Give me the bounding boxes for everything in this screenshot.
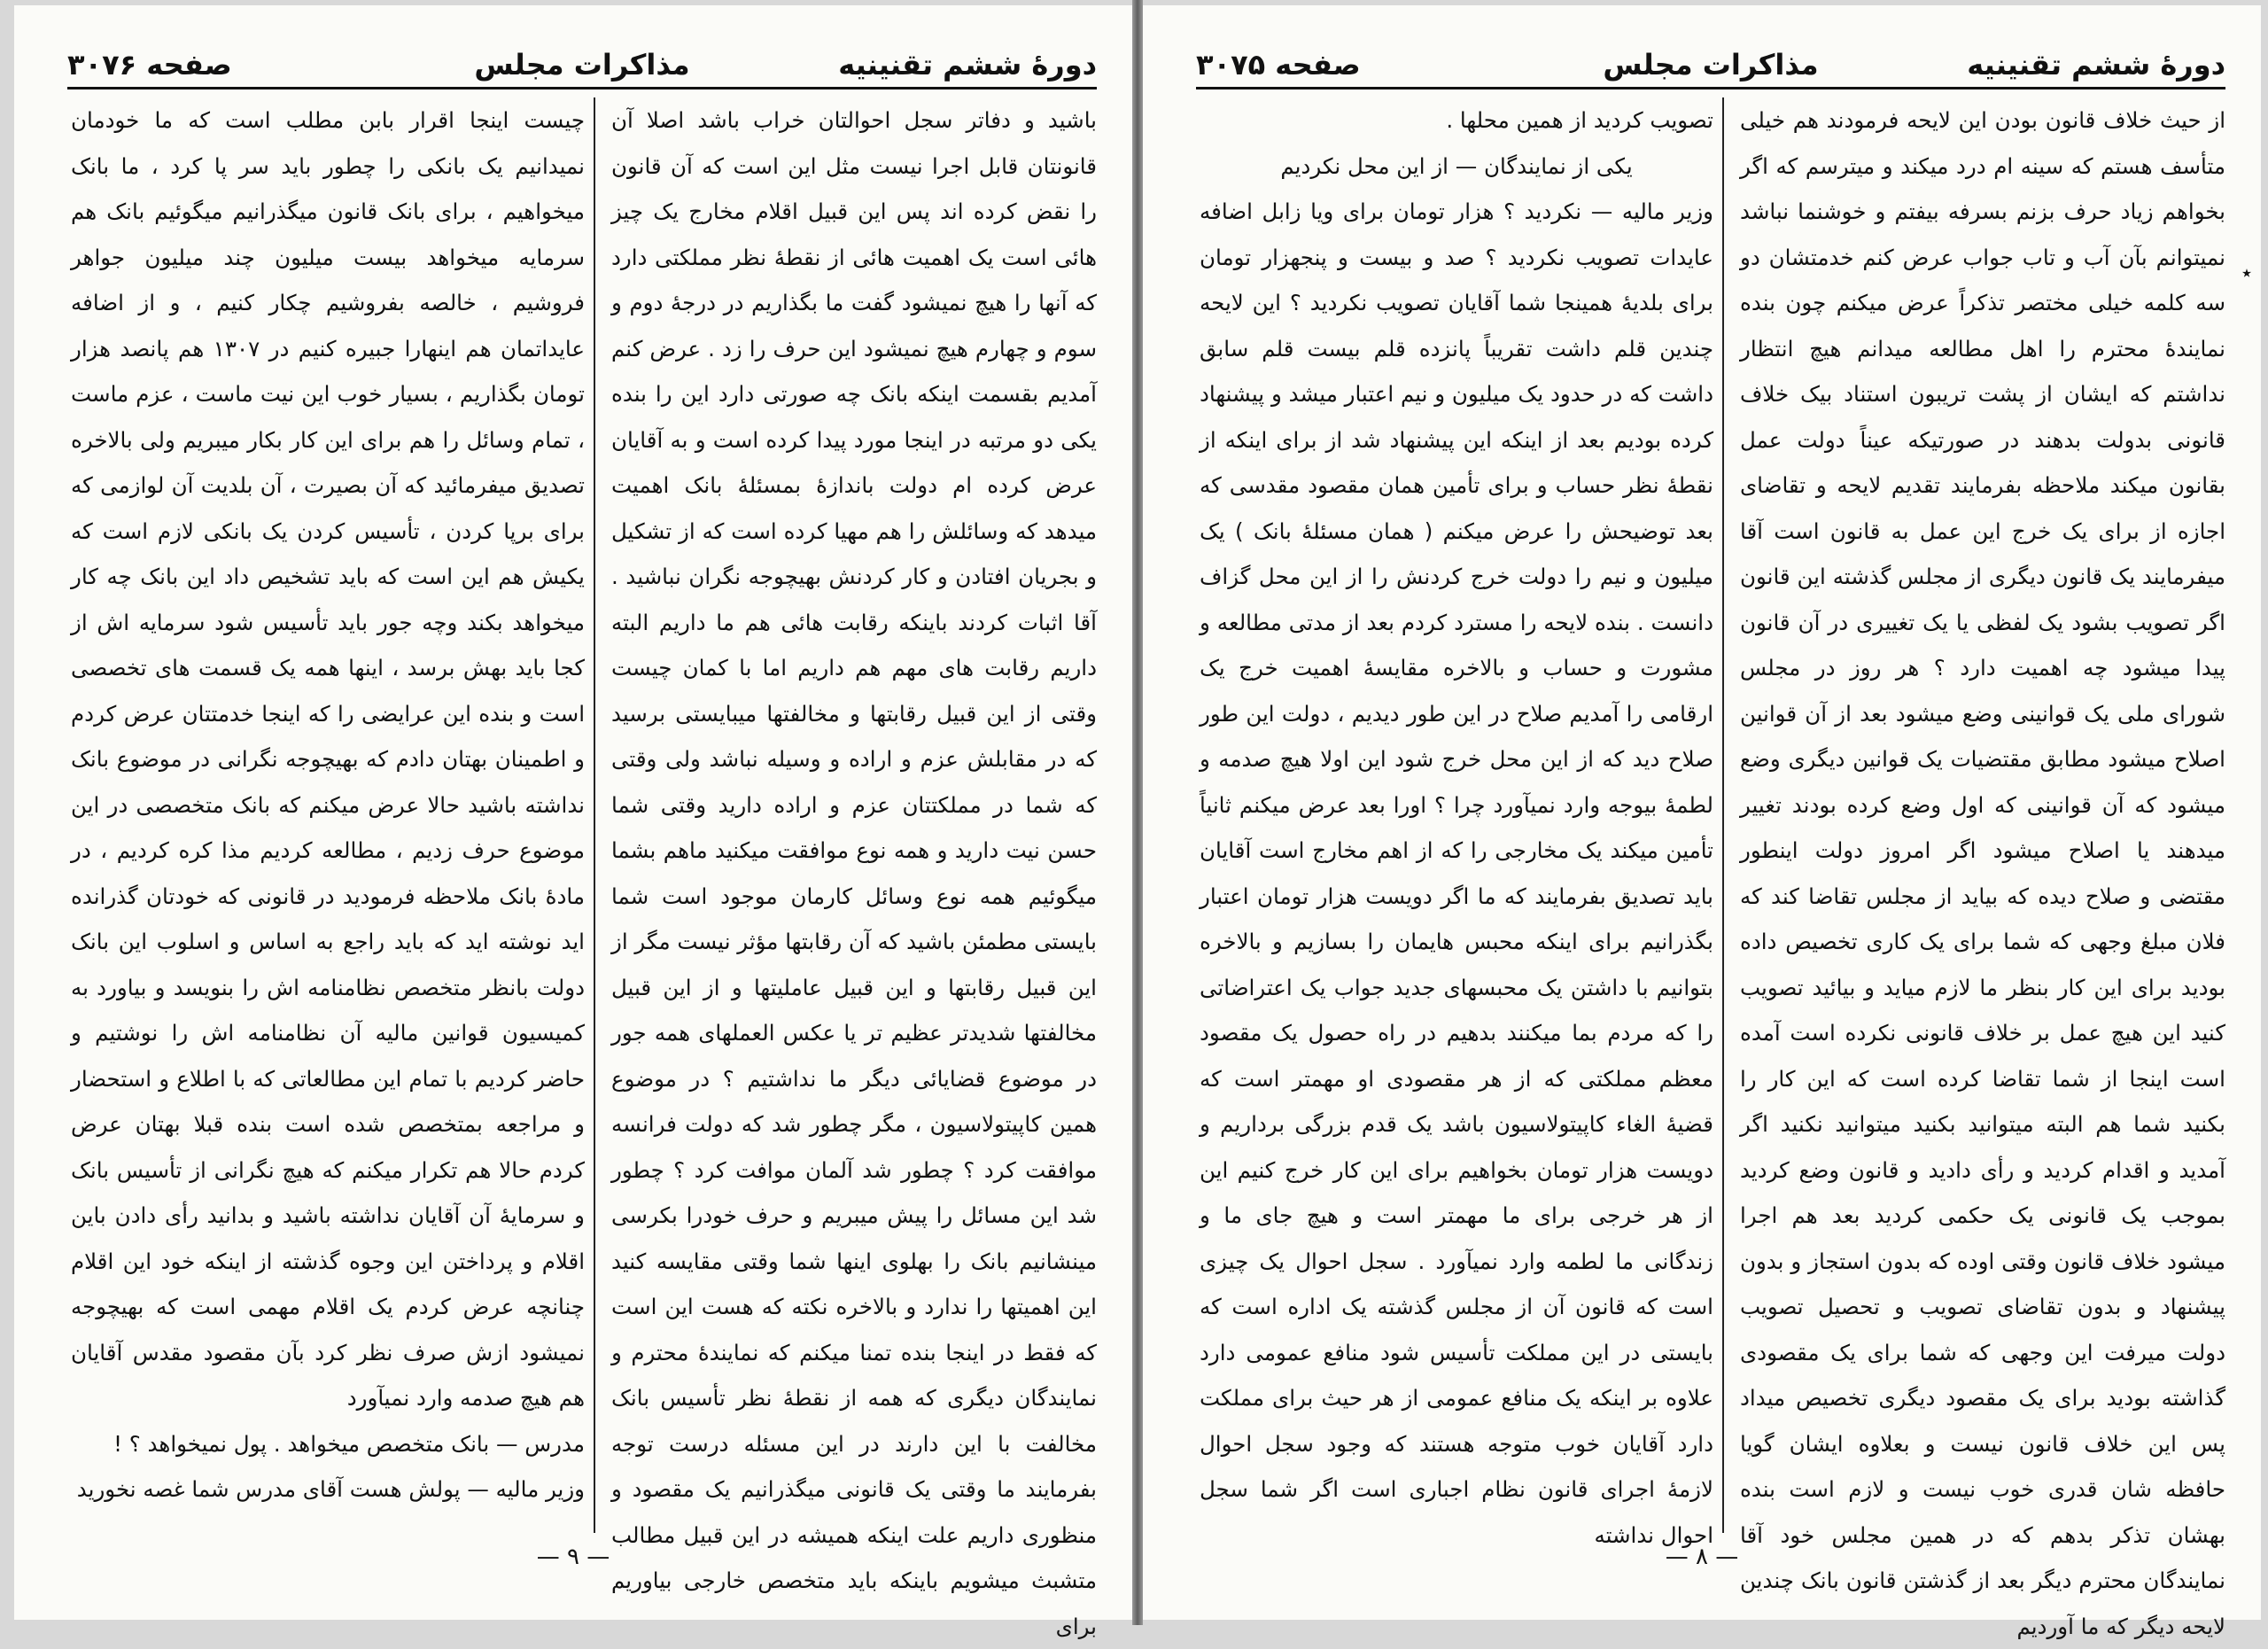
interjection: یکی از نمایندگان — از این محل نکردیم [1280,152,1633,179]
right-page [1143,5,2261,1639]
journal-title: مذاکرات مجلس [474,48,690,82]
paragraph: وزیر مالیه — نکردید ؟ هزار تومان برای ویا زابل اضافه عایدات تصویب نکردید ؟ صد و بیست و پنجهزار تومان برای بلدیهٔ همینجا شما آقایان تصویب نکردید ؟ این لایحه چندین قلم داشت تقریباً پانزده قلم بیست قلم سابق داشت که در حدود یک میلیون و نیم اعتبار میشد و پیشنهاد کرده بودیم بعد از اینکه این پیشنهاد شد از برای اینکه از نقطهٔ نظر حساب و برای تأمین همان مقصود مقدسی که بعد توضیحش را عرض میکنم ( همان مسئلهٔ بانک ) یک میلیون و نیم را دولت خرج کردنش را از این محل گزاف دانست . بنده لایحه را مسترد کردم بعد از مدتی مطالعه و مشورت و حساب و بالاخره مقایسهٔ اهمیت خرج یک ارقامی را آمدیم صلاح در این طور دیدیم ، دولت این طور صلاح دید که از این محل خرج شود این اولا هیچ صدمه و لطمهٔ بیوجه وارد نمیآورد چرا ؟ اورا بعد عرض میکنم ثانیاً تأمین میکند یک مخارجی را که از اهم مخارج است آقایان باید تصدیق بفرمایند که ما اگر دویست هزار تومان اعتبار بگذرانیم برای اینکه محبس هایمان را بسازیم و بالاخره بتوانیم با داشتن یک محبسهای جدید جواب یک اعتراضاتی را که مردم بما میکنند بدهیم در راه حصول یک مقصود معظم مملکتی که از هر مقصودی او مهمتر است که قضیهٔ الغاء کاپیتولاسیون باشد یک قدم بزرگی برداریم و دویست هزار تومان بخواهیم برای این کار خرج کنیم این از هر خرجی برای ما مهمتر است و هیچ جای ما و زندگانی ما لطمه وارد نمیآورد . سجل احوال یک چیزی است که قانون آن از مجلس گذشته یک اداره است که بایستی در این مملکت تأسیس شود منافع عمومی دارد علاوه بر اینکه یک منافع عمومی از هر حیث برای مملکت دارد آقایان خوب متوجه هستند که وجود سجل احوال لازمهٔ اجرای قانون نظام اجباری است اگر شما سجل احوال نداشته [1200,198,1713,1548]
journal-title: مذاکرات مجلس [1603,48,1819,82]
text-column-left [1200,97,1713,1548]
book-gutter [1132,0,1143,1625]
page-number: — ۸ — [1665,1544,1739,1570]
speaker-line: مدرس — بانک متخصص میخواهد . پول نمیخواهد ؟ ! [113,1430,585,1457]
margin-mark: ٭ [2241,262,2252,284]
periodical-label: دورهٔ ششم تقنینیه [1967,48,2225,82]
column-divider [1722,97,1724,1533]
column-divider [594,97,595,1533]
paragraph: از حیث خلاف قانون بودن این لایحه فرمودند هم خیلی متأسف هستم که سینه ام درد میکند و میترسم که اگر بخواهم زیاد حرف بزنم بسرفه بیفتم و خوشنما نباشد نمیتوانم بآن آب و تاب جواب عرض کنم خدمتشان دو سه کلمه خیلی مختصر تذکراً عرض میکنم چون بنده نمایندهٔ محترم را اهل مطالعه میدانم هیچ انتظار نداشتم که ایشان از پشت تریبون استناد بیک خلاف قانونی بدولت بدهند در صورتیکه عیناً دولت عمل بقانون میکند ملاحظه بفرمایند تقدیم لایحه و تقاضای اجازه از برای یک خرج این عمل به قانون است آقا میفرمایند یک قانون دیگری از مجلس گذشته این قانون اگر تصویب بشود یک لفظی یا یک تغییری در آن قانون پیدا میشود چه اهمیت دارد ؟ هر روز در مجلس شورای ملی یک قوانینی وضع میشود بعد از آن قوانین اصلاح میشود مطابق مقتضیات یک قوانین دیگری وضع میشود که آن قوانینی که اول وضع کرده بودند تغییر میدهند یا اصلاح میشود اگر امروز دولت اینطور مقتضی و صلاح دیده که بیاید از مجلس تقاضا کند که فلان مبلغ وجهی که شما برای یک کاری تخصیص داده بودید برای این کار بنظر ما لازم میاید و بیائید تصویب کنید این هیچ عمل بر خلاف قانونی نکرده است آمده است اینجا از شما تقاضا کرده است که این کار را بکنید شما هم البته میتوانید بکنید میتوانید نکنید اگر آمدید و اقدام کردید و رأی دادید و قانون وضع کردید بموجب یک قانونی یک حکمی کردید بعد هم اجرا میشود خلاف قانون وقتی اوده که بدون استجاز و بدون پیشنهاد و بدون تقاضای تصویب و تحصیل تصویب دولت میرفت این وجهی که شما برای یک مقصودی گذاشته بودید برای یک مقصود دیگری تخصیص میداد پس این خلاف قانون نیست و بعلاوه ایشان گویا حافظه شان قدری خوب نیست و لازم است بنده بهشان تذکر بدهم که در همین مجلس خود آقا نمایندگان محترم دیگر بعد از گذشتن قانون بانک چندین لایحه دیگر که ما آوردیم [1740,107,2225,1639]
left-page [14,5,1132,1639]
page-label: صفحه ۳۰۷۵ [1196,48,1361,82]
speaker-line: وزیر مالیه — پولش هست آقای مدرس شما غصه نخورید [76,1476,585,1502]
header-rule [1196,87,2225,89]
page-label: صفحه ۳۰۷۶ [67,48,232,82]
text-column-left [71,97,585,1533]
paragraph: تصویب کردید از همین محلها . [1446,107,1713,133]
periodical-label: دورهٔ ششم تقنینیه [838,48,1097,82]
header-rule [67,87,1097,89]
paragraph: باشید و دفاتر سجل احوالتان خراب باشد اصلا آن قانونتان قابل اجرا نیست مثل این است که آن قانون را نقض کرده اند پس این قبیل اقلام مخارج یک چیز هائی است یک اهمیت هائی از نقطهٔ نظر مملکتی دارد که آنها را هیچ نمیشود گفت ما بگذاریم در درجهٔ دوم و سوم و چهارم هیچ نمیشود این حرف را زد . عرض کنم آمدیم بقسمت اینکه بانک چه صورتی دارد این را بنده یکی دو مرتبه در اینجا مورد پیدا کرده است و به آقایان عرض کرده ام دولت باندازهٔ بمسئلهٔ بانک اهمیت میدهد که وسائلش را هم مهیا کرده است که از تشکیل و بجریان افتادن و کار کردنش بهیچوجه نگران نباشید . آقا اثبات کردند باینکه رقابت هائی هم ما داریم البته داریم رقابت های مهم هم داریم اما با کمان چیست وقتی از این قبیل رقابتها و مخالفتها میبایستی برسید که در مقابلش عزم و اراده و وسیله نباشد ولی وقتی که شما در مملکتتان عزم و اراده دارید وقتی شما حسن نیت دارید و همه نوع موافقت میکنید ماهم بشما میگوئیم همه نوع وسائل کارمان موجود است شما بایستی مطمئن باشید که آن رقابتها مؤثر نیست مگر از این قبیل رقابتها و این قبیل عاملیتها و از این قبیل مخالفتها شدیدتر عظیم تر یا عکس العملهای همه جور در موضوع قضایائی دیگر ما نداشتیم ؟ در موضوع همین کاپیتولاسیون ، مگر چطور شد که دولت فرانسه موافقت کرد ؟ چطور شد آلمان موافت کرد ؟ چطور شد این مسائل را پیش میبریم و حرف خودرا بکرسی مینشانیم بانک را بهلوی اینها شما وقتی مقایسه کنید این اهمیتها را ندارد و بالاخره نکته که هست این است که فقط در اینجا بنده تمنا میکنم که نمایندهٔ محترم و نمایندگان دیگری که همه از نقطهٔ نظر تأسیس بانک مخالفت با این دارند در این مسئله درست توجه بفرمایند ما وقتی یک قانونی میگذرانیم یک مقصود و منظوری داریم علت اینکه همیشه در این قبیل مطالب متشبث میشویم باینکه باید متخصص خارجی بیاوریم برای [611,107,1097,1639]
paragraph: چیست اینجا اقرار بابن مطلب است که ما خودمان نمیدانیم یک بانکی را چطور باید سر پا کرد ، ما بانک میخواهیم ، برای بانک قانون میگذرانیم میگوئیم بانک هم سرمایه میخواهد بیست میلیون چند میلیون جواهر فروشیم ، خالصه بفروشیم چکار کنیم ، و از اضافه عایداتمان هم اینهارا جبیره کنیم در ۱۳۰۷ هم پانصد هزار تومان بگذاریم ، بسیار خوب این نیت ماست ، عزم ماست ، تمام وسائل را هم برای این کار بکار میبریم ولی بالاخره تصدیق میفرمائید که آن بصیرت ، آن بلدیت آن لوازمی که برای برپا کردن ، تأسیس کردن یک بانکی لازم است که یکیش هم این است که باید تشخیص داد این بانک چه کار میخواهد بکند وچه جور باید تأسیس شود سرمایه اش از کجا باید بهش برسد ، اینها همه یک قسمت های تخصصی است و بنده این عرایضی را که اینجا خدمتتان عرض کردم و اطمینان بهتان دادم که بهیچوجه نگرانی در موضوع بانک نداشته باشید حالا عرض میکنم که بانک متخصصی در این موضوع حرف زدیم ، مطالعه کردیم مذا کره کردیم ، در مادهٔ بانک ملاحظه فرمودید در قانونی که خودتان گذرانده اید نوشته اید که باید راجع به اساس و اسلوب این بانک دولت بانظر متخصص نظامنامه اش را بنویسد و بیاورد به کمیسیون قوانین مالیه آن نظامنامه اش را نوشتیم و حاضر کردیم با تمام این مطالعاتی که با اطلاع و استحضار و مراجعه بمتخصص شده است بنده قبلا بهتان عرض کردم حالا هم تکرار میکنم که هیچ نگرانی از تأسیس بانک و سرمایهٔ آن آقایان نداشته باشید و بدانید رأی دادن باین اقلام و پرداختن این وجوه گذشته از اینکه خود این اقلام چنانچه عرض کردم یک اقلام مهمی است که بهیچوجه نمیشود ازش صرف نظر کرد بآن مقصود مقدس آقایان هم هیچ صدمه وارد نمیآورد [71,107,585,1411]
left-page-header [67,44,1097,85]
page-number: — ۹ — [536,1544,610,1570]
text-column-right [1740,97,2225,1639]
text-column-right [611,97,1097,1639]
right-page-header [1196,44,2225,85]
